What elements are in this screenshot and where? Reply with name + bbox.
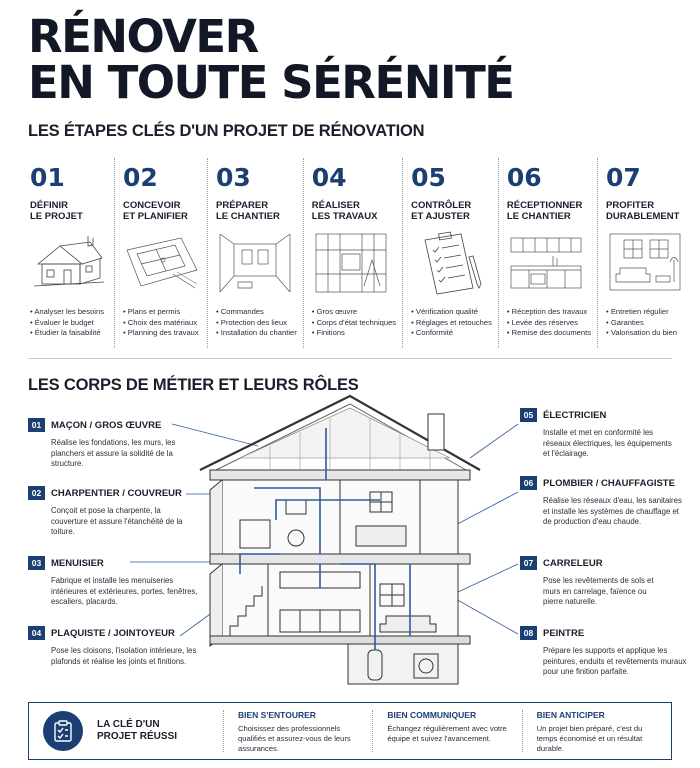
step-1 [22,158,114,348]
section-divider [28,358,672,359]
list-item: • Commandes [216,307,297,318]
key-banner [28,702,672,760]
trades-section-title: LES CORPS DE MÉTIER ET LEURS RÔLES [28,376,359,394]
trade-description: Conçoit et pose la charpente, la couverture et assure l'étanchéité de la toiture. [51,506,183,536]
trade-7 [520,556,692,608]
clipboard-icon [43,711,83,751]
step-items [30,307,108,339]
empty-room-icon [216,230,294,296]
key-column-text: Échangez régulièrement avec votre équipe et suivez l'avancement. [387,724,507,743]
trade-1 [28,418,200,470]
step-items [123,307,201,339]
trade-number-badge: 06 [520,476,537,490]
key-column-title: BIEN S'ENTOURER [238,710,316,720]
step-6 [498,158,597,348]
trade-6 [520,476,692,528]
list-item: • Levée des réserves [507,318,591,329]
trade-description: Installe et met en conformité les réseaux électriques, les équipements et l'éclairage. [543,428,672,458]
step-title: CONTRÔLER ET AJUSTER [411,200,472,222]
list-item: • Évaluer le budget [30,318,108,329]
steps-row [22,158,678,348]
trade-name: ÉLECTRICIEN [543,409,607,421]
list-item: • Corps d'état techniques [312,318,396,329]
step-2 [114,158,207,348]
trade-number-badge: 03 [28,556,45,570]
trade-number-badge: 07 [520,556,537,570]
list-item: • Vérification qualité [411,307,492,318]
list-item: • Réglages et retouches [411,318,492,329]
trade-5 [520,408,692,460]
list-item: • Plans et permis [123,307,201,318]
step-number: 05 [411,163,446,192]
trade-name: CARRELEUR [543,557,603,569]
trade-description: Pose les cloisons, l'isolation intérieure, les plafonds et réalise les joints et finitions. [51,646,197,666]
list-item: • Conformité [411,328,492,339]
list-item: • Protection des lieux [216,318,297,329]
list-item: • Installation du chantier [216,328,297,339]
construction-room-icon [312,230,390,296]
trade-description: Prépare les supports et applique les peintures, enduits et revêtements muraux pour une finition parfaite. [543,646,687,676]
steps-section-title: LES ÉTAPES CLÉS D'UN PROJET DE RÉNOVATION [28,122,425,140]
list-item: • Entretien régulier [606,307,684,318]
step-number: 07 [606,163,641,192]
step-items [411,307,492,339]
house-cutaway-illustration [180,388,510,690]
title-line-2: EN TOUTE SÉRÉNITÉ [28,56,514,109]
list-item: • Gros œuvre [312,307,396,318]
step-5 [402,158,498,348]
key-column-text: Un projet bien préparé, c'est du temps économisé et un résultat durable. [536,724,643,753]
clipboard-checklist-icon [411,230,489,296]
trade-number-badge: 08 [520,626,537,640]
list-item: • Finitions [312,328,396,339]
trade-name: MENUISIER [51,557,104,569]
list-item: • Analyser les besoins [30,307,108,318]
step-title: CONCEVOIR ET PLANIFIER [123,200,188,222]
trade-number-badge: 05 [520,408,537,422]
list-item: • Réception des travaux [507,307,591,318]
trade-number-badge: 01 [28,418,45,432]
step-number: 02 [123,163,158,192]
trade-description: Fabrique et installe les menuiseries intérieures et extérieures, portes, fenêtres, escaliers, placards. [51,576,198,606]
key-banner-logo [29,711,223,751]
step-items [216,307,297,339]
step-title: PRÉPARER LE CHANTIER [216,200,280,222]
step-4 [303,158,402,348]
trade-description: Réalise les réseaux d'eau, les sanitaires et installe les systèmes de chauffage et de production d'eau chaude. [543,496,682,526]
step-7 [597,158,690,348]
step-items [606,307,684,339]
step-number: 06 [506,163,542,192]
step-number: 03 [216,163,251,192]
step-title: RÉCEPTIONNER LE CHANTIER [506,200,583,222]
key-column-title: BIEN COMMUNIQUER [387,710,477,720]
key-column-3 [522,710,671,752]
trade-2 [28,486,200,538]
blueprint-icon [123,230,201,296]
title-line-1: RÉNOVER [28,10,258,63]
list-item: • Garanties [606,318,684,329]
key-column-text: Choisissez des professionnels qualifiés et assurez-vous de leurs assurances. [238,724,351,753]
page-title [28,10,514,109]
trade-number-badge: 04 [28,626,45,640]
trade-4 [28,626,200,667]
trade-description: Réalise les fondations, les murs, les planchers et assure la solidité de la structure. [51,438,176,468]
step-title: DÉFINIR LE PROJET [30,200,83,222]
key-column-title: BIEN ANTICIPER [536,710,605,720]
trade-name: MAÇON / GROS ŒUVRE [51,419,162,431]
key-column-2 [372,710,521,752]
step-items [507,307,591,339]
step-items [312,307,396,339]
list-item: • Étudier la faisabilité [30,328,108,339]
trade-number-badge: 02 [28,486,45,500]
trade-name: CHARPENTIER / COUVREUR [51,487,182,499]
trade-description: Pose les revêtements de sols et murs en carrelage, faïence ou pierre naturelle. [543,576,654,606]
trade-8 [520,626,692,678]
trade-name: PLOMBIER / CHAUFFAGISTE [543,477,675,489]
trade-3 [28,556,200,608]
kitchen-icon [507,230,585,296]
trade-name: PLAQUISTE / JOINTOYEUR [51,627,175,639]
list-item: • Choix des matériaux [123,318,201,329]
house-sketch-icon [30,230,108,296]
step-title: PROFITER DURABLEMENT [606,200,680,222]
list-item: • Planning des travaux [123,328,201,339]
step-3 [207,158,303,348]
step-title: RÉALISER LES TRAVAUX [311,200,378,222]
key-banner-title: LA CLÉ D'UN PROJET RÉUSSI [97,719,178,742]
living-room-icon [606,230,684,296]
list-item: • Remise des documents [507,328,591,339]
key-column-1 [223,710,372,752]
step-number: 01 [30,163,65,192]
trade-name: PEINTRE [543,627,585,639]
step-number: 04 [311,163,347,192]
list-item: • Valorisation du bien [606,328,684,339]
